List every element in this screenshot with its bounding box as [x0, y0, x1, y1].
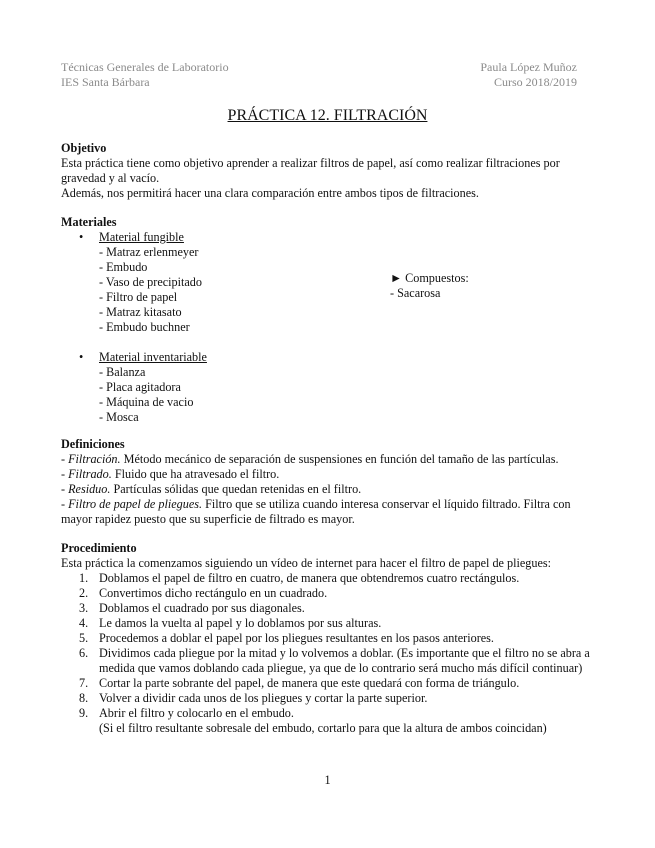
step-number: 6. — [79, 646, 89, 660]
definition-text: Método mecánico de separación de suspensiones en función del tamaño de las partículas. — [120, 452, 559, 466]
step-number: 1. — [79, 571, 89, 585]
step-text: Convertimos dicho rectángulo en un cuadrado. — [99, 586, 328, 600]
step-text: Volver a dividir cada unos de los pliegues y cortar la parte superior. — [99, 691, 428, 705]
header-right — [480, 60, 577, 90]
page-number: 1 — [324, 773, 331, 787]
compuestos-block — [390, 271, 469, 301]
bullet-icon: • — [79, 350, 84, 364]
inventariable-header — [61, 350, 591, 365]
author-name: Paula López Muñoz — [480, 60, 577, 74]
step-text: Le damos la vuelta al papel y lo doblamos por sus alturas. — [99, 616, 382, 630]
inventariable-title: Material inventariable — [99, 350, 207, 364]
step-text: Procedemos a doblar el papel por los pliegues resultantes en los pasos anteriores. — [99, 631, 494, 645]
definition-item — [61, 497, 591, 527]
compuestos-title: ► Compuestos: — [390, 271, 469, 285]
list-item: - Vaso de precipitado — [99, 275, 202, 289]
course-year: Curso 2018/2019 — [493, 75, 577, 89]
definition-term: - Filtro de papel de pliegues. — [61, 497, 203, 511]
definiciones-heading: Definiciones — [61, 437, 125, 451]
step-number: 3. — [79, 601, 89, 615]
definition-term: - Residuo. — [61, 482, 111, 496]
step-note: (Si el filtro resultante sobresale del embudo, cortarlo para que la altura de ambos coincidan) — [99, 721, 547, 735]
list-item — [61, 631, 591, 646]
step-number: 2. — [79, 586, 89, 600]
page-title: PRÁCTICA 12. FILTRACIÓN — [227, 107, 428, 124]
list-item — [61, 616, 591, 631]
step-number: 7. — [79, 676, 89, 690]
definition-text: Partículas sólidas que quedan retenidas en el filtro. — [110, 482, 362, 496]
list-item: - Matraz erlenmeyer — [99, 245, 199, 259]
definition-term: - Filtrado. — [61, 467, 112, 481]
definition-text: Fluido que ha atravesado el filtro. — [111, 467, 280, 481]
list-item — [61, 706, 591, 736]
list-item: - Embudo — [99, 260, 148, 274]
list-item: - Placa agitadora — [99, 380, 181, 394]
definiciones-section — [61, 437, 591, 527]
list-item — [61, 676, 591, 691]
definition-item — [61, 452, 591, 467]
step-text: Doblamos el cuadrado por sus diagonales. — [99, 601, 305, 615]
list-item — [61, 691, 591, 706]
steps-list — [61, 571, 591, 736]
objetivo-paragraph-1: Esta práctica tiene como objetivo aprender a realizar filtros de papel, así como realizar filtraciones por gravedad y al vacío. — [61, 156, 560, 185]
step-text: Abrir el filtro y colocarlo en el embudo. — [99, 706, 294, 720]
list-item: - Máquina de vacio — [99, 395, 194, 409]
list-item: - Balanza — [99, 365, 146, 379]
objetivo-section — [61, 141, 591, 201]
step-number: 9. — [79, 706, 89, 720]
step-text: Dividimos cada pliegue por la mitad y lo volvemos a doblar. (Es importante que el filtro no se abra a medida que vamos doblando cada pliegue, ya que de lo contrario será mucho más difícil continuar) — [99, 646, 590, 675]
procedimiento-intro: Esta práctica la comenzamos siguiendo un vídeo de internet para hacer el filtro de papel de pliegues: — [61, 556, 552, 570]
step-text: Cortar la parte sobrante del papel, de manera que este quedará con forma de triángulo. — [99, 676, 520, 690]
definition-term: - Filtración. — [61, 452, 121, 466]
course-name: Técnicas Generales de Laboratorio — [61, 60, 229, 74]
materiales-section — [61, 215, 591, 425]
materiales-heading: Materiales — [61, 215, 117, 229]
fungible-header — [61, 230, 591, 245]
list-item — [61, 586, 591, 601]
procedimiento-section — [61, 541, 591, 736]
definition-item — [61, 482, 591, 497]
list-item: - Sacarosa — [390, 286, 441, 300]
header-left — [61, 60, 229, 90]
school-name: IES Santa Bárbara — [61, 75, 150, 89]
definition-text: Filtro que se utiliza cuando interesa conservar el líquido filtrado. Filtra con mayor rapidez puesto que su superficie de filtrado es mayor. — [61, 497, 571, 526]
bullet-icon: • — [79, 230, 84, 244]
list-item: - Matraz kitasato — [99, 305, 182, 319]
list-item: - Mosca — [99, 410, 139, 424]
step-number: 4. — [79, 616, 89, 630]
inventariable-list — [61, 365, 591, 425]
fungible-list — [61, 245, 591, 335]
list-item: - Filtro de papel — [99, 290, 178, 304]
objetivo-paragraph-2: Además, nos permitirá hacer una clara comparación entre ambos tipos de filtraciones. — [61, 186, 479, 200]
step-number: 8. — [79, 691, 89, 705]
procedimiento-heading: Procedimiento — [61, 541, 137, 555]
step-number: 5. — [79, 631, 89, 645]
objetivo-heading: Objetivo — [61, 141, 107, 155]
definition-item — [61, 467, 591, 482]
list-item — [61, 646, 591, 676]
step-text: Doblamos el papel de filtro en cuatro, de manera que obtendremos cuatro rectángulos. — [99, 571, 520, 585]
list-item — [61, 571, 591, 586]
list-item — [61, 601, 591, 616]
list-item: - Embudo buchner — [99, 320, 190, 334]
fungible-title: Material fungible — [99, 230, 184, 244]
